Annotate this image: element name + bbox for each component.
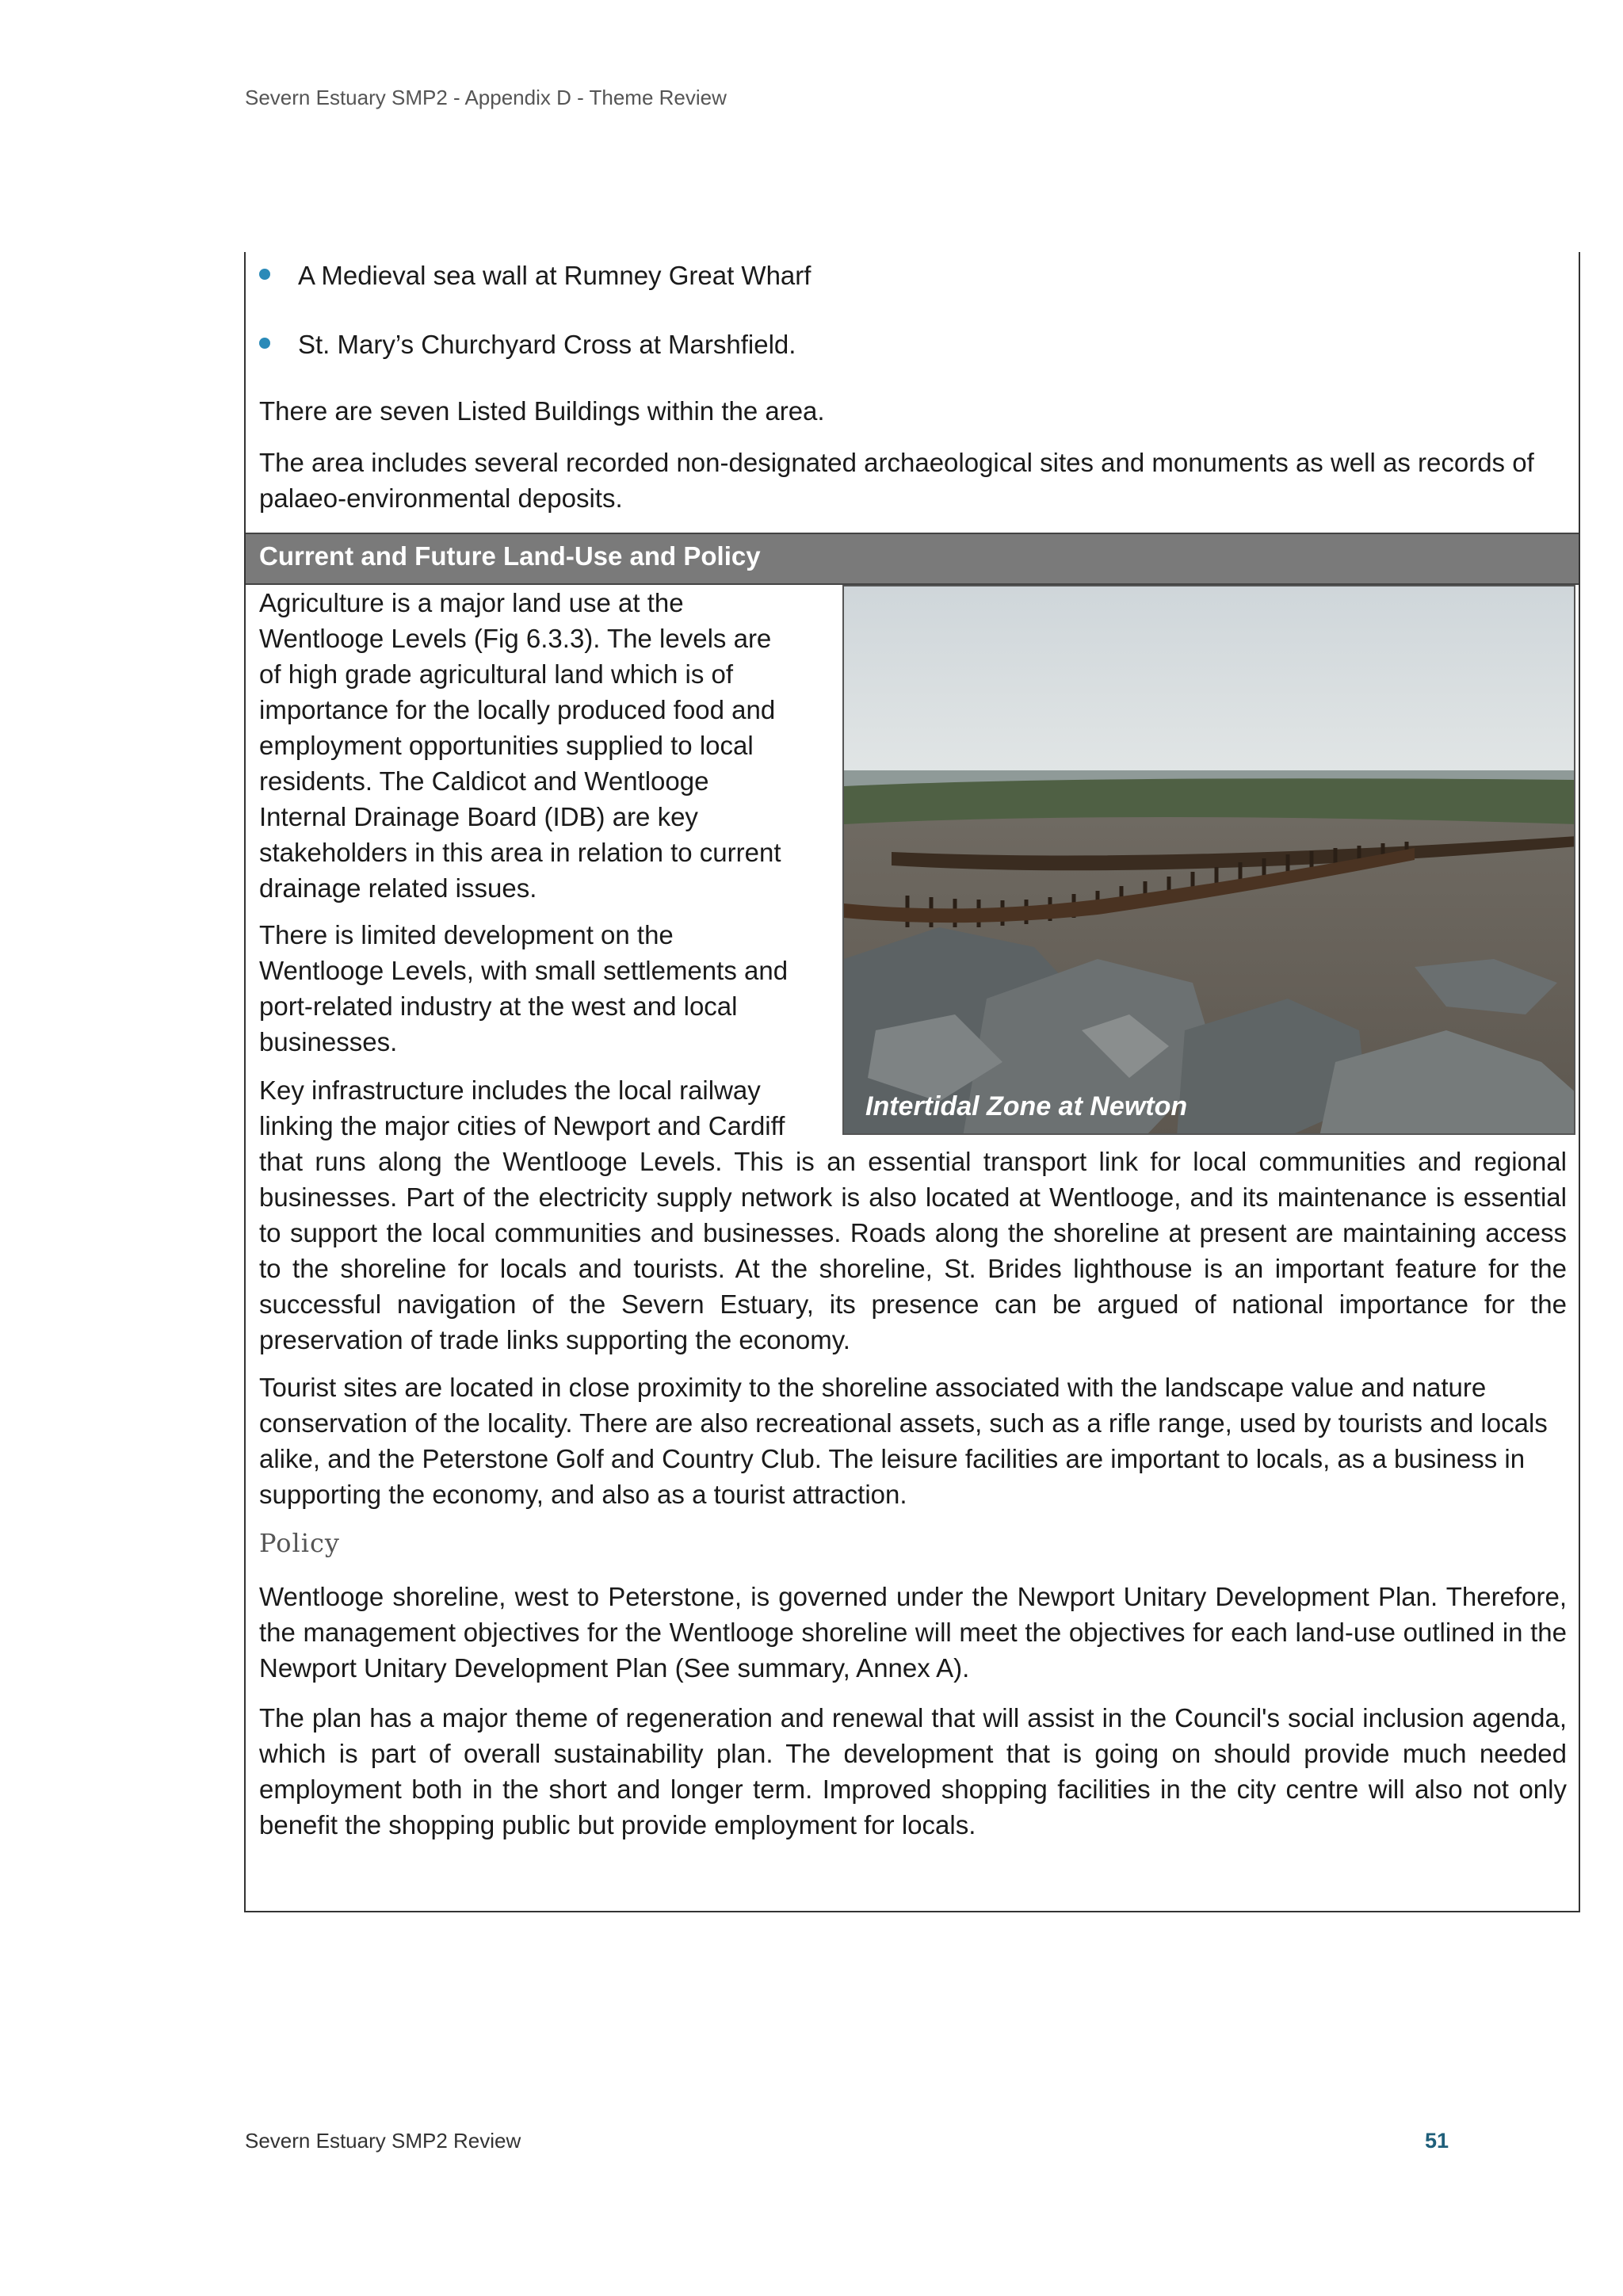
listed-buildings-paragraph: There are seven Listed Buildings within the area.: [259, 396, 825, 426]
text-line: businesses.: [259, 1027, 398, 1056]
text-line: port-related industry at the west and local: [259, 991, 738, 1021]
text-line: employment opportunities supplied to local: [259, 731, 754, 760]
list-item-text: St. Mary’s Churchyard Cross at Marshfield.: [298, 330, 796, 359]
running-footer: Severn Estuary SMP2 Review: [245, 2129, 521, 2153]
text-line: Internal Drainage Board (IDB) are key: [259, 802, 698, 831]
intertidal-photo-image: [844, 586, 1575, 1135]
development-paragraph: [259, 917, 830, 1060]
text-line: importance for the locally produced food and: [259, 695, 776, 724]
archaeology-paragraph: The area includes several recorded non-designated archaeological sites and monuments as well as records of palaeo-environmental deposits.: [259, 448, 1534, 513]
tourism-paragraph: Tourist sites are located in close proximity to the shoreline associated with the landscape value and nature conservation of the locality. There are also recreational assets, such as a rifle range, used by tourists and locals alike, and the Peterstone Golf and Country Club. The leisure facilities are important to locals, as a business in supporting the economy, and also as a tourist attraction.: [259, 1373, 1548, 1509]
running-header: Severn Estuary SMP2 - Appendix D - Theme Review: [245, 86, 727, 109]
policy-heading: Policy: [259, 1528, 340, 1558]
list-item-text: A Medieval sea wall at Rumney Great Wharf: [298, 261, 812, 290]
photo-caption: Intertidal Zone at Newton: [865, 1091, 1188, 1121]
page-number: 51: [1425, 2129, 1449, 2153]
agriculture-paragraph: [259, 585, 830, 906]
policy-paragraph: Wentlooge shoreline, west to Peterstone, is governed under the Newport Unitary Development Plan. Therefore, the management objectives for the Wentlooge shoreline will meet the objectives for each land-use outlined in the Newport Unitary Development Plan (See summary, Annex A).: [259, 1582, 1567, 1683]
text-line: Key infrastructure includes the local railway: [259, 1075, 761, 1105]
section-title: Current and Future Land-Use and Policy: [259, 541, 761, 571]
bullet-icon: [259, 338, 270, 349]
regeneration-paragraph: The plan has a major theme of regeneration and renewal that will assist in the Council's social inclusion agenda, which is part of overall sustainability plan. The development that is going on should provide much needed employment both in the short and longer term. Improved shopping facilities in the city centre will also not only benefit the shopping public but provide employment for locals.: [259, 1703, 1567, 1839]
infrastructure-paragraph-start: [259, 1072, 830, 1144]
infrastructure-paragraph: that runs along the Wentlooge Levels. This is an essential transport link for local communities and regional businesses. Part of the electricity supply network is also located at Wentlooge, and its maintenance is essential to support the local communities and businesses. Roads along the shoreline at present are maintaining access to the shoreline for locals and tourists. At the shoreline, St. Brides lighthouse is an important feature for the successful navigation of the Severn Estuary, its presence can be argued of national importance for the preservation of trade links supporting the economy.: [259, 1147, 1567, 1354]
text-line: There is limited development on the: [259, 920, 674, 949]
text-line: residents. The Caldicot and Wentlooge: [259, 766, 709, 796]
text-line: Agriculture is a major land use at the: [259, 588, 684, 617]
text-line: linking the major cities of Newport and Cardiff: [259, 1111, 785, 1140]
section-header-bar: [246, 533, 1579, 585]
intertidal-photo: [842, 585, 1575, 1135]
text-line: Wentlooge Levels (Fig 6.3.3). The levels are: [259, 624, 772, 653]
bullet-icon: [259, 269, 270, 280]
text-line: of high grade agricultural land which is of: [259, 659, 734, 689]
text-line: stakeholders in this area in relation to current: [259, 838, 781, 867]
text-line: Wentlooge Levels, with small settlements and: [259, 956, 789, 985]
text-line: drainage related issues.: [259, 873, 537, 903]
